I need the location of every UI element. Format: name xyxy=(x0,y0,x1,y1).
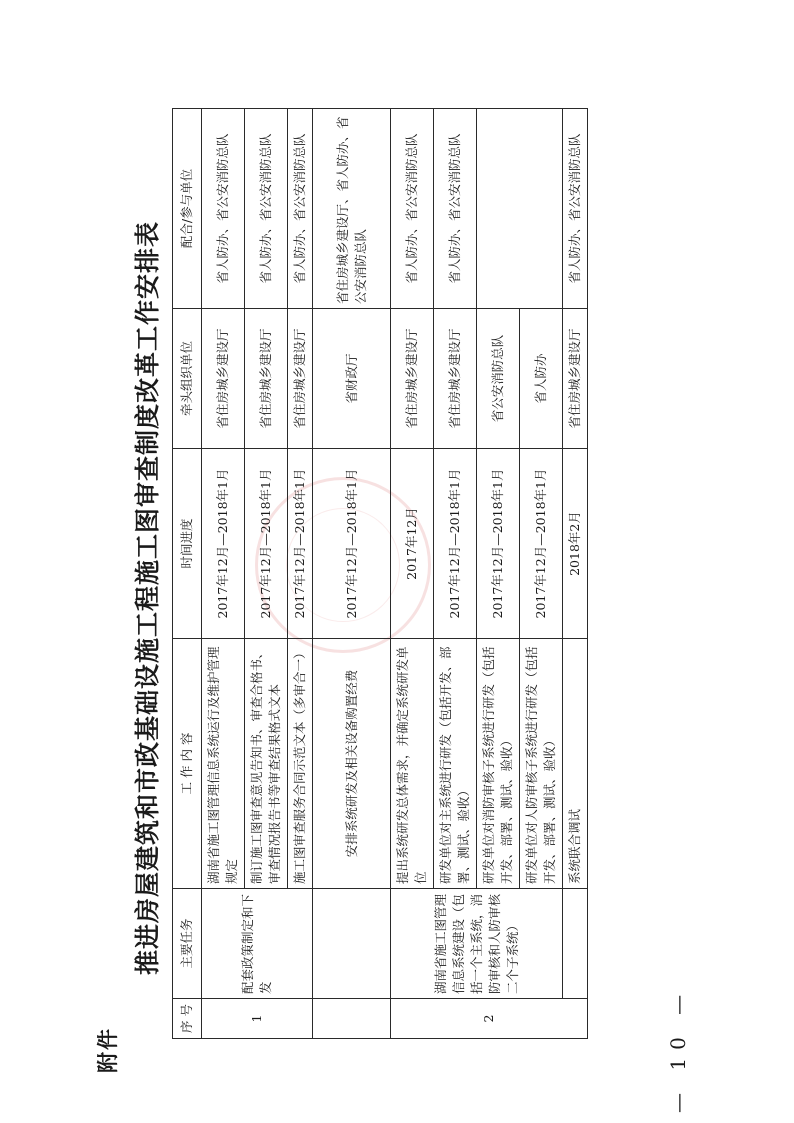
row-content: 制订施工图审查意见告知书、审查合格书、审查情况报告书等审查结果格式文本 xyxy=(245,639,288,889)
group1-task: 配套政策制定和下发 xyxy=(202,889,313,999)
page-number: — 10 — xyxy=(666,986,690,1113)
document-title: 推进房屋建筑和市政基础设施工程施工图审查制度改革工作安排表 xyxy=(133,221,162,976)
table-row xyxy=(391,109,434,1039)
row-content: 研发单位对消防审核子系统进行研发（包括开发、部署、测试、验收） xyxy=(477,639,520,889)
empty-task-cell xyxy=(313,889,391,999)
group2-seq: 2 xyxy=(391,999,588,1039)
row-lead: 省人防办 xyxy=(520,309,563,449)
header-seq: 序 号 xyxy=(173,999,202,1039)
table-row xyxy=(202,109,245,1039)
row-lead: 省住房城乡建设厅 xyxy=(391,309,434,449)
work-schedule-table xyxy=(172,108,588,1039)
row-content: 安排系统研发及相关设备购置经费 xyxy=(313,639,391,889)
group2-task: 湖南省施工图管理信息系统建设（包括一个主系统，消防审核和人防审核二个子系统） xyxy=(391,889,563,999)
row-time: 2018年2月 xyxy=(563,449,588,639)
header-content: 工 作 内 容 xyxy=(173,639,202,889)
row-coop: 省人防办、省公安消防总队 xyxy=(245,109,288,309)
row-coop: 省住房城乡建设厅、省人防办、省公安消防总队 xyxy=(313,109,391,309)
row-lead: 省住房城乡建设厅 xyxy=(245,309,288,449)
row-content: 提出系统研发总体需求，并确定系统研发单位 xyxy=(391,639,434,889)
row-content: 湖南省施工图管理信息系统运行及维护管理规定 xyxy=(202,639,245,889)
row-content: 系统联合调试 xyxy=(563,639,588,889)
row-content: 施工图审查服务合同示范文本（多审合一） xyxy=(288,639,313,889)
row-lead: 省财政厅 xyxy=(313,309,391,449)
table-row xyxy=(313,109,391,1039)
row-lead: 省住房城乡建设厅 xyxy=(563,309,588,449)
row-lead: 省住房城乡建设厅 xyxy=(202,309,245,449)
row-coop: 省人防办、省公安消防总队 xyxy=(202,109,245,309)
header-coop: 配合/参与单位 xyxy=(173,109,202,309)
row-lead: 省住房城乡建设厅 xyxy=(434,309,477,449)
table-header-row xyxy=(173,109,202,1039)
row-content: 研发单位对人防审核子系统进行研发（包括开发、部署、测试、验收） xyxy=(520,639,563,889)
empty-seq-cell xyxy=(313,999,391,1039)
row-time: 2017年12月—2018年1月 xyxy=(202,449,245,639)
row-coop: 省人防办、省公安消防总队 xyxy=(563,109,588,309)
header-time: 时间进度 xyxy=(173,449,202,639)
header-lead: 牵头组织单位 xyxy=(173,309,202,449)
row-coop: 省人防办、省公安消防总队 xyxy=(434,109,477,309)
empty-task-cell xyxy=(563,889,588,999)
row-time: 2017年12月—2018年1月 xyxy=(288,449,313,639)
row-time: 2017年12月—2018年1月 xyxy=(434,449,477,639)
row-coop xyxy=(477,109,563,309)
row-coop: 省人防办、省公安消防总队 xyxy=(288,109,313,309)
table-row xyxy=(563,109,588,1039)
row-lead: 省公安消防总队 xyxy=(477,309,520,449)
row-time: 2017年12月—2018年1月 xyxy=(313,449,391,639)
row-content: 研发单位对主系统进行研发（包括开发、部署、测试、验收） xyxy=(434,639,477,889)
header-task: 主要任务 xyxy=(173,889,202,999)
row-time: 2017年12月—2018年1月 xyxy=(245,449,288,639)
attachment-label: 附件 xyxy=(96,1027,120,1073)
group1-seq: 1 xyxy=(202,999,313,1039)
row-lead: 省住房城乡建设厅 xyxy=(288,309,313,449)
row-coop: 省人防办、省公安消防总队 xyxy=(391,109,434,309)
row-time: 2017年12月—2018年1月 xyxy=(520,449,563,639)
row-time: 2017年12月—2018年1月 xyxy=(477,449,520,639)
row-time: 2017年12月 xyxy=(391,449,434,639)
